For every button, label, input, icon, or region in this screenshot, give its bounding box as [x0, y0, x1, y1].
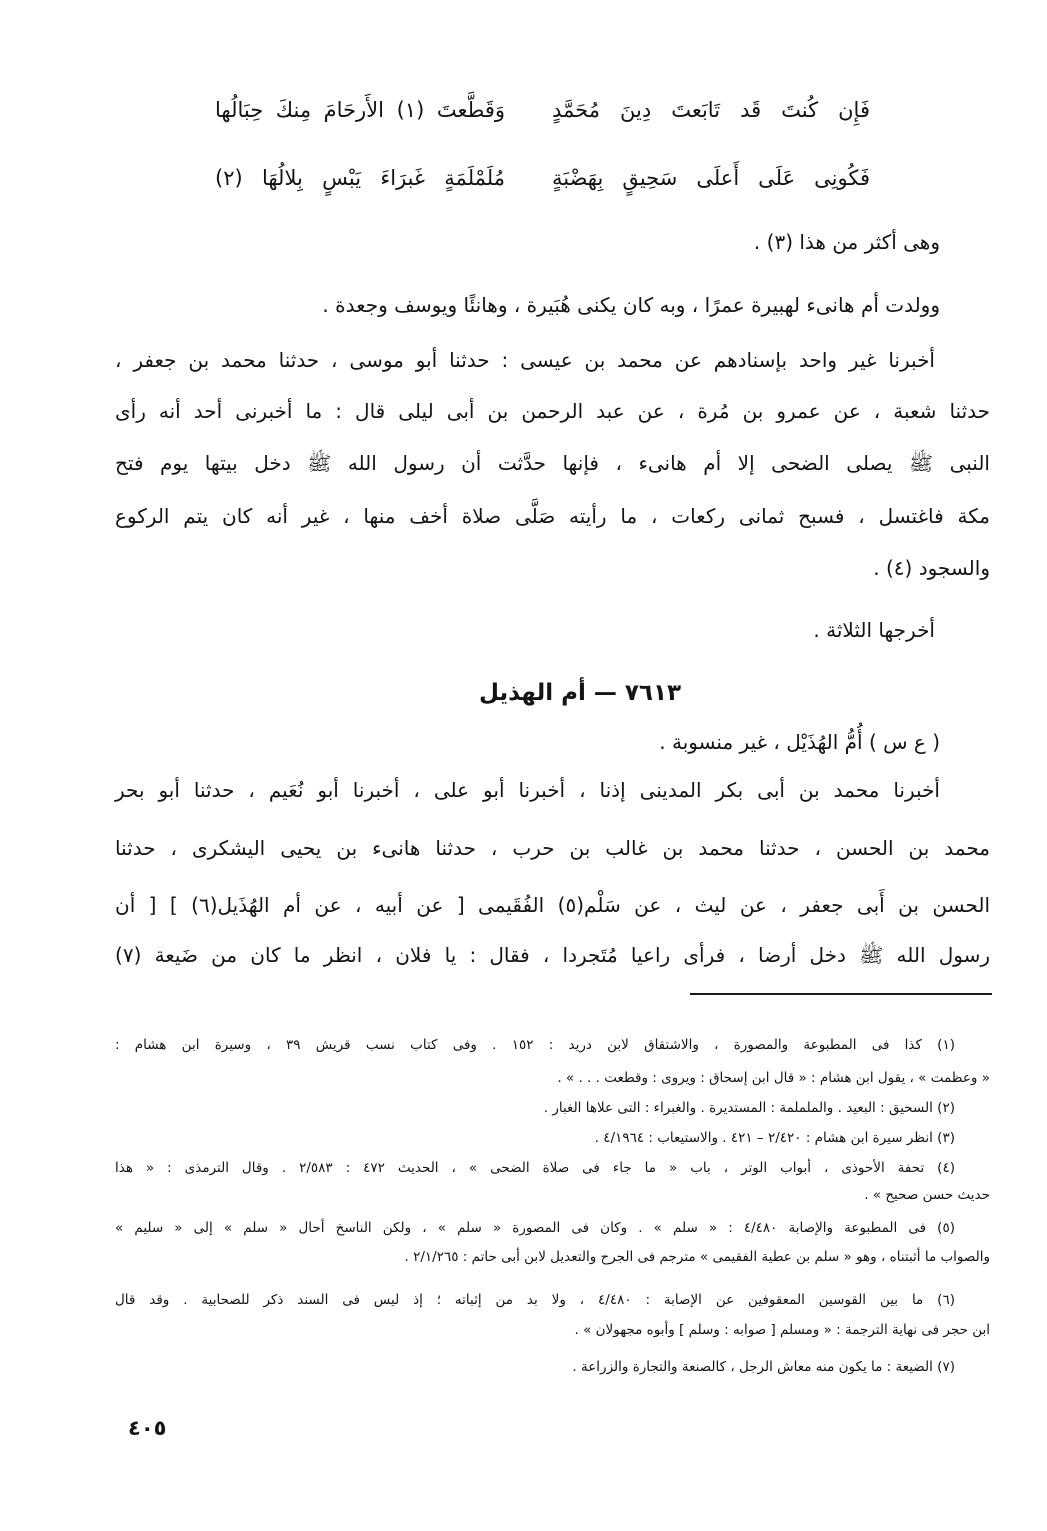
- footnote-5-line: والصواب ما أثبتناه ، وهو « سلم بن عطية الفقيمى » مترجم فى الجرح والتعديل لابن أبى حاتم : ٢/١/٢٦٥ .: [404, 1249, 990, 1265]
- hadith-line: النبى ﷺ يصلى الضحى إلا أم هانىء ، فإنها حدَّثت أن رسول الله ﷺ دخل بيتها يوم فتح: [115, 451, 990, 475]
- poem-verse-1-first-hemistich: فَإِن كُنتَ قَد تَابَعتَ دِينَ مُحَمَّدٍ: [552, 98, 870, 122]
- entry-line: الحسن بن أَبى جعفر ، عن ليث ، عن سَلْم(٥) الفُقَيمى [ عن أبيه ، عن أم الهُذَيل(٦) ] [ أن: [115, 893, 990, 917]
- hadith-line: حدثنا شعبة ، عن عمرو بن مُرة ، عن عبد الرحمن بن أبى ليلى قال : ما أخبرنى أحد أنه رأى: [115, 399, 990, 423]
- hadith-line: والسجود (٤) .: [873, 556, 990, 580]
- hadith-line: أخبرنا غير واحد بإسنادهم عن محمد بن عيسى : حدثنا أبو موسى ، حدثنا محمد بن جعفر ،: [115, 348, 935, 372]
- takhrij-note: أخرجها الثلاثة .: [813, 618, 935, 642]
- footnote-6-line: ابن حجر فى نهاية الترجمة : « ومسلم [ صوابه : وسلم ] وأبوه مجهولان » .: [574, 1322, 990, 1338]
- footnote-7-line: (٧) الضيعة : ما يكون منه معاش الرجل ، كالصنعة والتجارة والزراعة .: [572, 1359, 955, 1375]
- poem-verse-1-second-hemistich: وَقَطَّعتَ (١) الأَرحَامَ مِنكَ حِبَالُها: [215, 98, 506, 122]
- footnote-6-line: (٦) ما بين القوسين المعقوفين عن الإصابة : ٤/٤٨٠ ، ولا بد من إثباته ؛ إذ ليس فى السند ذكر للصحابية . وقد قال: [115, 1292, 955, 1308]
- poem-verse-2-second-hemistich: مُلَمْلَمَةٍ غَبرَاءَ يَبْسٍ بِلالُهَا (٢): [215, 166, 505, 190]
- footnote-4-line: حديث حسن صحيح » .: [864, 1187, 990, 1203]
- entry-heading: ٧٦١٣ — أم الهذيل: [478, 680, 682, 706]
- entry-line: محمد بن الحسن ، حدثنا محمد بن غالب بن حرب ، حدثنا هانىء بن يحيى اليشكرى ، حدثنا: [115, 836, 990, 860]
- footnote-5-line: (٥) فى المطبوعة والإصابة ٤/٤٨٠ : « سلم » . وكان فى المصورة « سلم » ، ولكن الناسخ أحال « سلم » إلى « سليم »: [115, 1220, 955, 1236]
- entry-line: أخبرنا محمد بن أبى بكر المدينى إذنا ، أخبرنا أبو على ، أخبرنا أبو نُعَيم ، حدثنا أبو بحر: [115, 778, 940, 802]
- footnote-1-line: « وعظمت » ، يقول ابن هشام : « قال ابن إسحاق : ويروى : وقطعت . . . » .: [557, 1070, 990, 1086]
- poem-verse-2-first-hemistich: فَكُونِى عَلَى أَعلَى سَحِيقٍ بِهَضْبَةٍ: [552, 166, 870, 190]
- page-number: ٤٠٥: [128, 1416, 167, 1440]
- footnote-2-line: (٢) السحيق : البعيد . والململمة : المستديرة . والغبراء : التى علاها الغبار .: [543, 1100, 955, 1116]
- entry-intro: ( ع س ) أُمُّ الهُذَيْل ، غير منسوبة .: [659, 730, 940, 754]
- footnote-1-line: (١) كذا فى المطبوعة والمصورة ، والاشتقاق لابن دريد : ١٥٢ . وفى كتاب نسب قريش ٣٩ ، وسيرة ابن هشام :: [115, 1037, 955, 1053]
- hadith-line: مكة فاغتسل ، فسبح ثمانى ركعات ، ما رأيته صَلَّى صلاة أخف منها ، غير أنه كان يتم الركوع: [115, 504, 990, 528]
- entry-line: رسول الله ﷺ دخل أرضا ، فرأى راعيا مُتَجردا ، فقال : يا فلان ، انظر ما كان من ضَيعة (٧): [115, 943, 990, 967]
- poem-note: وهى أكثر من هذا (٣) .: [753, 230, 940, 254]
- footnote-4-line: (٤) تحفة الأحوذى ، أبواب الوتر ، باب « ما جاء فى صلاة الضحى » ، الحديث ٤٧٢ : ٢/٥٨٣ . وقال الترمذى : « هذا: [115, 1160, 955, 1176]
- paragraph-children: وولدت أم هانىء لهبيرة عمرًا ، وبه كان يكنى هُبَيرة ، وهانئًا ويوسف وجعدة .: [322, 293, 940, 317]
- footnote-3-line: (٣) انظر سيرة ابن هشام : ٢/٤٢٠ – ٤٢١ . والاستيعاب : ٤/١٩٦٤ .: [594, 1130, 955, 1146]
- footnote-separator: [690, 993, 992, 995]
